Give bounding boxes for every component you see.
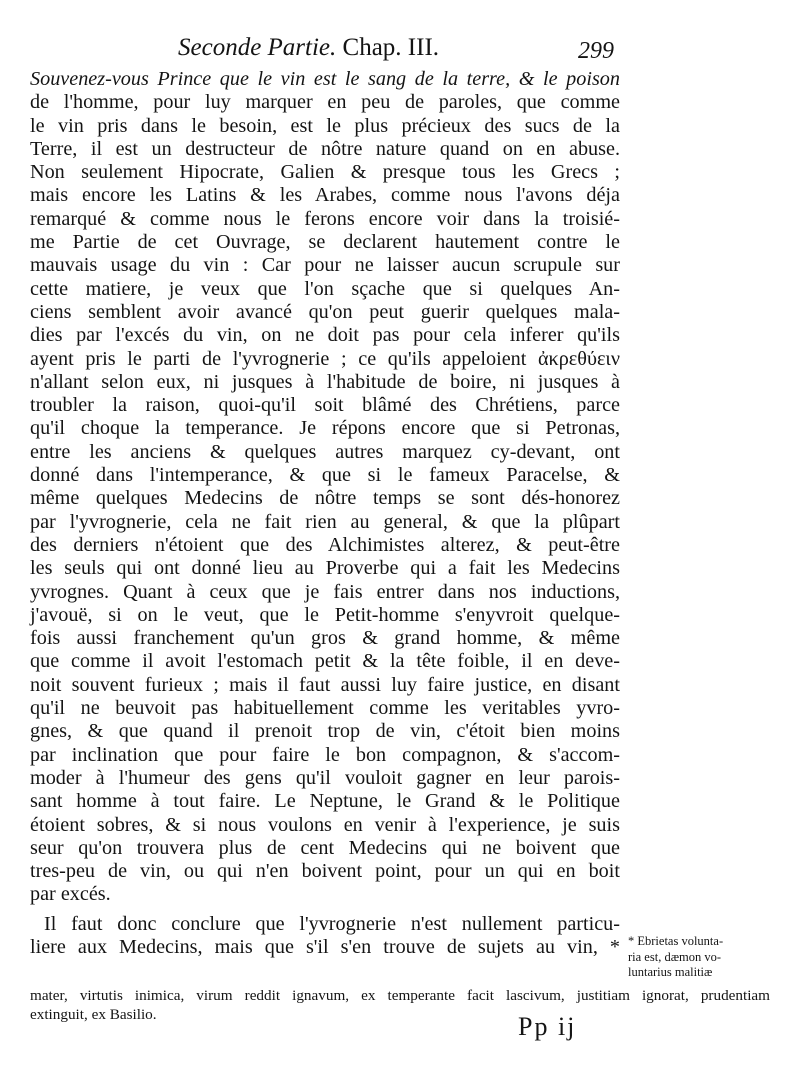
text-line: liere aux Medecins, mais que s'il s'en trouve de sujets au vin, *	[30, 935, 620, 958]
text-line: sant homme à tout faire. Le Neptune, le Grand & le Politique	[30, 790, 620, 813]
text-line: yvrognes. Quant à ceux que je fais entrer dans nos inductions,	[30, 580, 620, 603]
text-line: j'avouë, si on le veut, que le Petit-homme s'enyvroit quelque-	[30, 603, 620, 626]
text-line: Non seulement Hipocrate, Galien & presque tous les Grecs ;	[30, 161, 620, 184]
margin-note	[628, 934, 798, 981]
text-line: seur qu'on trouvera plus de cent Medecins qui ne boivent que	[30, 836, 620, 859]
text-line: troubler la raison, quoi-qu'il soit blâmé des Chrétiens, parce	[30, 394, 620, 417]
text-line: par l'yvrognerie, cela ne fait rien au general, & que la plûpart	[30, 510, 620, 533]
margin-note-line: * Ebrietas volunta-	[628, 934, 724, 948]
text-line: fois aussi franchement qu'un gros & grand homme, & même	[30, 627, 620, 650]
text-line: me Partie de cet Ouvrage, se declarent hautement contre le	[30, 231, 620, 254]
text-line: par excés.	[30, 883, 111, 906]
text-line: mauvais usage du vin : Car pour ne laisser aucun scrupule sur	[30, 254, 620, 277]
running-head-part: Seconde Partie.	[178, 34, 337, 61]
text-line: donné dans l'intemperance, & que si le fameux Paracelse, &	[30, 464, 620, 487]
footnote-line: extinguit, ex Basilio.	[30, 1006, 157, 1023]
text-line: Terre, il est un destructeur de nôtre nature quand on en abuse.	[30, 137, 620, 160]
running-head	[178, 34, 439, 62]
text-line: Il faut donc conclure que l'yvrognerie n'est nullement particu-	[44, 912, 620, 935]
text-line: tres-peu de vin, ou qui n'en boivent point, pour un qui en boit	[30, 860, 620, 883]
text-line: dies par l'excés du vin, on ne doit pas pour cela inferer qu'ils	[30, 324, 620, 347]
text-line: Souvenez-vous Prince que le vin est le sang de la terre, & le poison	[30, 68, 620, 90]
text-line: étoient sobres, & si nous voulons en venir à l'experience, je suis	[30, 813, 620, 836]
page-header	[0, 30, 800, 70]
text-line: noit souvent furieux ; mais il faut aussi luy faire justice, en disant	[30, 673, 620, 696]
text-line: gnes, & que quand il prenoit trop de vin, c'étoit bien moins	[30, 720, 620, 743]
margin-note-line: ria est, dæmon vo-	[628, 949, 722, 964]
text-line: les seuls qui ont donné lieu au Proverbe qui a fait les Medecins	[30, 557, 620, 580]
text-line: cette matiere, je veux que l'on sçache que si quelques An-	[30, 277, 620, 300]
signature-mark: Pp ij	[518, 1012, 577, 1041]
main-text	[30, 68, 620, 959]
text-line: n'allant selon eux, ni jusques à l'habitude de boire, ni jusques à	[30, 370, 620, 393]
footnote-line: mater, virtutis inimica, virum reddit ignavum, ex temperante facit lascivum, justitiam ignorat, prudentiam	[30, 987, 770, 1004]
text-line: même quelques Medecins de nôtre temps se sont dés-honorez	[30, 487, 620, 510]
text-line: mais encore les Latins & les Arabes, comme nous l'avons déja	[30, 184, 620, 207]
page-number: 299	[578, 38, 614, 64]
text-line: ayent pris le parti de l'yvrognerie ; ce qu'ils appeloient ἀκρεθύειν	[30, 347, 620, 370]
text-line: qu'il ne beuvoit pas habituellement comme les veritables yvro-	[30, 697, 620, 720]
footnote	[30, 986, 770, 1024]
margin-note-line: luntarius malitiæ	[628, 965, 713, 979]
text-line: le vin pris dans le besoin, est le plus précieux des sucs de la	[30, 114, 620, 137]
text-line: de l'homme, pour luy marquer en peu de paroles, que comme	[30, 91, 620, 114]
text-line: qu'il choque la temperance. Je répons encore que si Petronas,	[30, 417, 620, 440]
text-line: des derniers n'étoient que des Alchimistes alterez, & peut-être	[30, 533, 620, 556]
text-line: remarqué & comme nous le ferons encore voir dans la troisié-	[30, 207, 620, 230]
text-line: entre les anciens & quelques autres marquez cy-devant, ont	[30, 440, 620, 463]
text-line: que comme il avoit l'estomach petit & la tête foible, il en deve-	[30, 650, 620, 673]
text-line: moder à l'humeur des gens qu'il vouloit gagner en leur parois-	[30, 766, 620, 789]
running-head-chapter: Chap. III.	[342, 34, 440, 61]
text-line: par inclination que pour faire le bon compagnon, & s'accom-	[30, 743, 620, 766]
text-line: ciens semblent avoir avancé qu'on peut guerir quelques mala-	[30, 300, 620, 323]
